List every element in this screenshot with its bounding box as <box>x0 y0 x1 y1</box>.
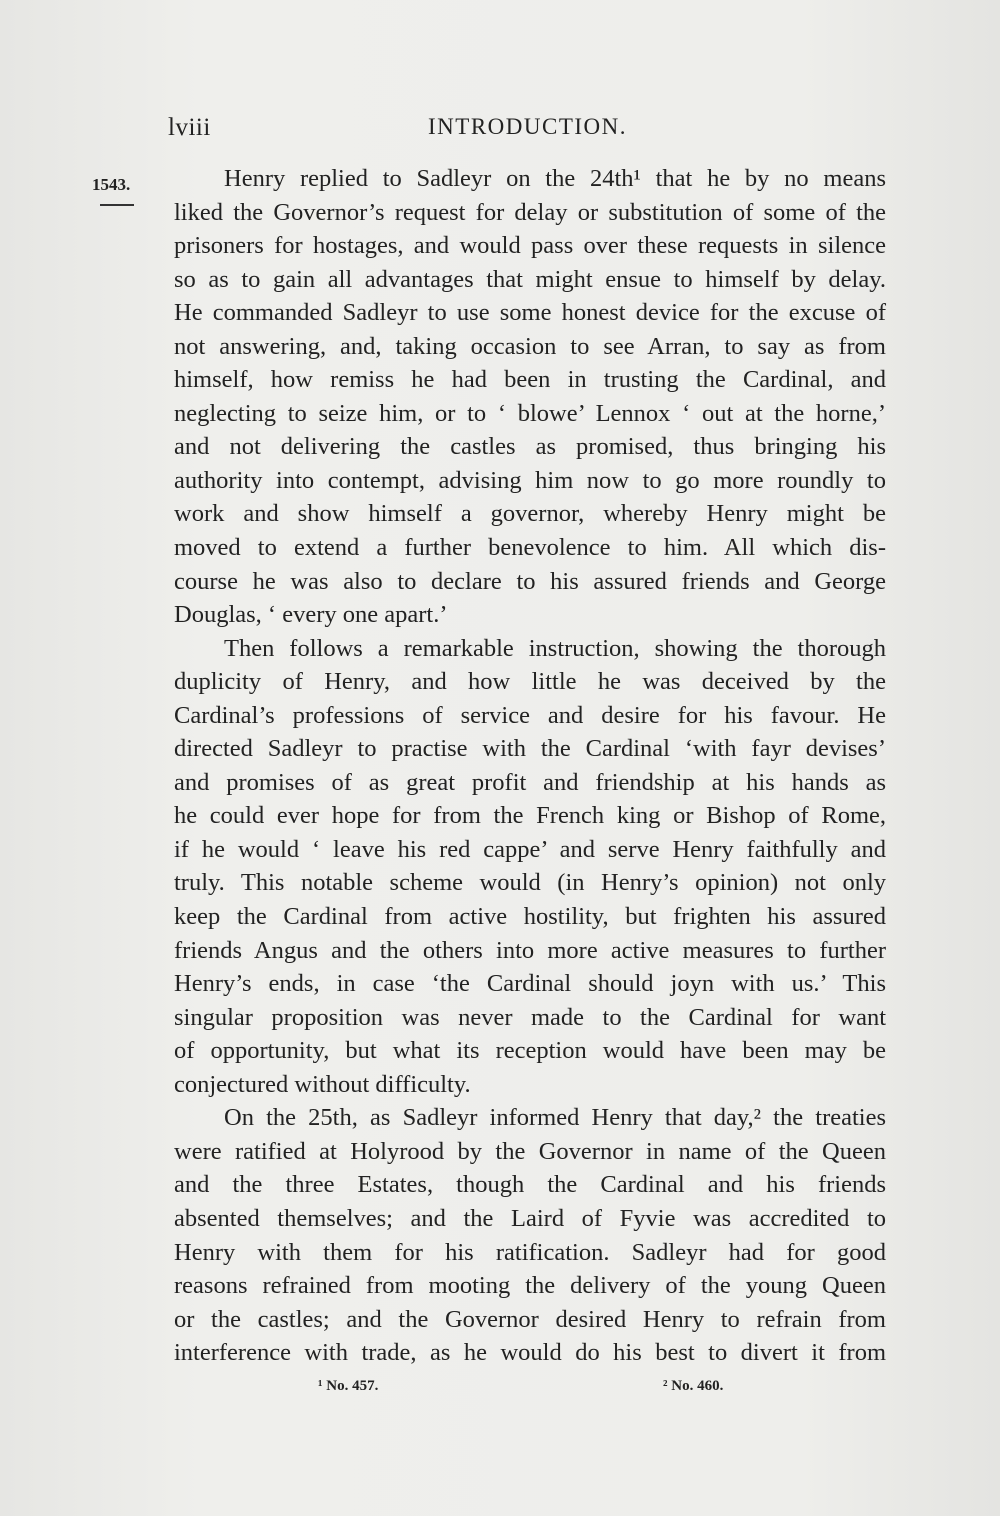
text-line: singular proposition was never made to the Cardinal for want <box>174 1003 886 1031</box>
text-line: Cardinal’s professions of service and desire for his favour. He <box>174 701 886 729</box>
text-line: or the castles; and the Governor desired Henry to refrain from <box>174 1305 886 1333</box>
running-head <box>0 110 1000 146</box>
footnote-1: ¹ No. 457. <box>318 1378 379 1394</box>
text-line: were ratified at Holyrood by the Governor in name of the Queen <box>174 1137 886 1165</box>
text-line: directed Sadleyr to practise with the Cardinal ‘with fayr devises’ <box>174 735 886 763</box>
text-line: and not delivering the castles as promised, thus bringing his <box>174 433 886 461</box>
text-line: prisoners for hostages, and would pass over these requests in silence <box>174 232 886 260</box>
running-title: INTRODUCTION. <box>428 114 628 139</box>
text-line: liked the Governor’s request for delay or substitution of some of the <box>174 198 886 226</box>
text-line: Henry’s ends, in case ‘the Cardinal should joyn with us.’ This <box>174 970 886 998</box>
text-line: moved to extend a further benevolence to him. All which dis- <box>174 534 886 562</box>
body-text <box>174 162 886 1370</box>
text-line: neglecting to seize him, or to ‘ blowe’ Lennox ‘ out at the horne,’ <box>174 399 886 427</box>
text-line: absented themselves; and the Laird of Fyvie was accredited to <box>174 1204 886 1232</box>
text-line: truly. This notable scheme would (in Henry’s opinion) not only <box>174 869 886 897</box>
text-line: not answering, and, taking occasion to see Arran, to say as from <box>174 332 886 360</box>
text-line: himself, how remiss he had been in trusting the Cardinal, and <box>174 366 886 394</box>
footnote-2: ² No. 460. <box>663 1378 724 1394</box>
text-line: Henry with them for his ratification. Sadleyr had for good <box>174 1238 886 1266</box>
text-line: course he was also to declare to his assured friends and George <box>174 567 886 595</box>
text-line: duplicity of Henry, and how little he was deceived by the <box>174 668 886 696</box>
footnotes <box>0 1378 1000 1402</box>
page-number: lviii <box>168 114 211 141</box>
text-line: and promises of as great profit and friendship at his hands as <box>174 768 886 796</box>
text-line: interference with trade, as he would do his best to divert it from <box>174 1339 886 1367</box>
text-line: work and show himself a governor, whereby Henry might be <box>174 500 886 528</box>
text-line: conjectured without difficulty. <box>174 1070 471 1098</box>
text-line: authority into contempt, advising him now to go more roundly to <box>174 466 886 494</box>
text-line: Douglas, ‘ every one apart.’ <box>174 601 448 629</box>
text-line: reasons refrained from mooting the delivery of the young Queen <box>174 1272 886 1300</box>
text-line: so as to gain all advantages that might ensue to himself by delay. <box>174 265 886 293</box>
text-line: of opportunity, but what its reception would have been may be <box>174 1037 886 1065</box>
text-line: and the three Estates, though the Cardinal and his friends <box>174 1171 886 1199</box>
text-line: friends Angus and the others into more active measures to further <box>174 936 886 964</box>
text-line: keep the Cardinal from active hostility, but frighten his assured <box>174 903 886 931</box>
text-line: He commanded Sadleyr to use some honest device for the excuse of <box>174 299 886 327</box>
margin-year: 1543. <box>92 175 131 194</box>
text-line: On the 25th, as Sadleyr informed Henry that day,² the treaties <box>224 1104 886 1132</box>
text-line: he could ever hope for from the French king or Bishop of Rome, <box>174 802 886 830</box>
text-line: if he would ‘ leave his red cappe’ and serve Henry faithfully and <box>174 835 886 863</box>
text-line: Then follows a remarkable instruction, showing the thorough <box>224 634 886 662</box>
margin-rule <box>100 204 134 206</box>
text-line: Henry replied to Sadleyr on the 24th¹ that he by no means <box>224 165 886 192</box>
